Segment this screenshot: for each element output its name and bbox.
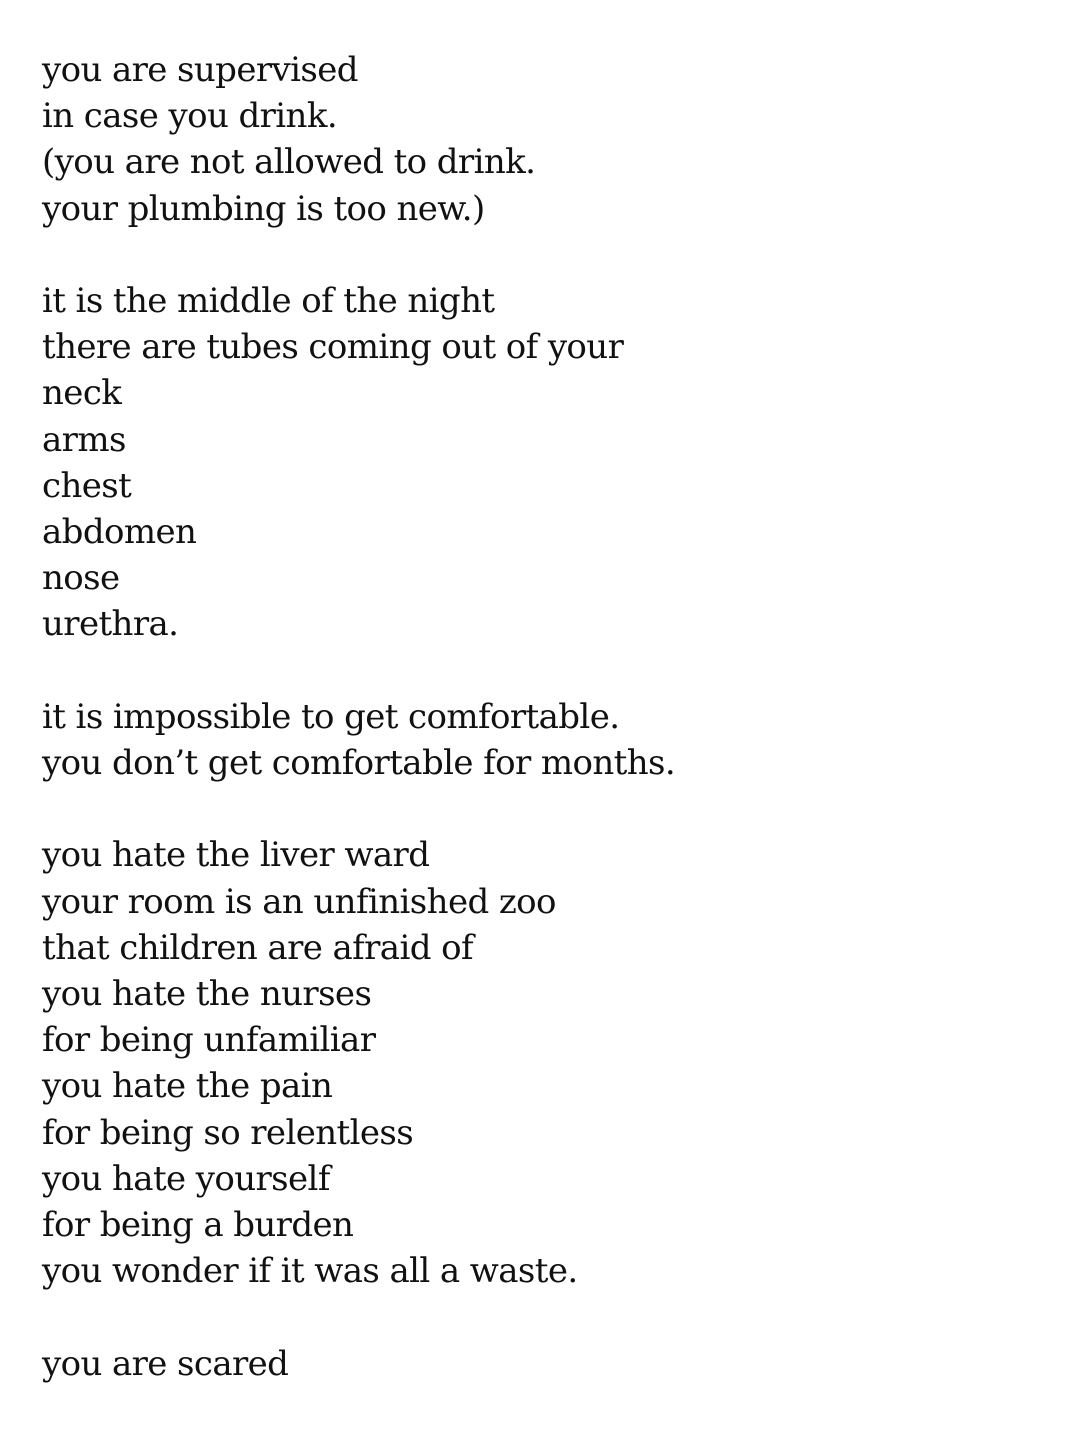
poem-line: that children are afraid of	[42, 927, 473, 968]
poem-line: you hate the nurses	[42, 974, 372, 1015]
poem-line: you hate the liver ward	[42, 835, 430, 876]
poem-line: you hate yourself	[42, 1158, 330, 1199]
poem-line: there are tubes coming out of your	[42, 327, 624, 368]
stanza-1	[42, 47, 675, 232]
poem-line: for being a burden	[42, 1205, 354, 1246]
poem-line: chest	[42, 465, 132, 506]
poem-line: it is the middle of the night	[42, 281, 495, 321]
poem-line: urethra.	[42, 604, 179, 645]
poem-line: abdomen	[42, 512, 197, 553]
poem-line: you wonder if it was all a waste.	[42, 1251, 578, 1292]
stanza-3	[42, 694, 675, 786]
stanza-5-partial	[42, 1341, 675, 1387]
stanza-4	[42, 832, 675, 1294]
poem-line: you are supervised	[42, 50, 358, 90]
poem-line: it is impossible to get comfortable.	[42, 696, 620, 737]
poem-line: for being so relentless	[42, 1112, 414, 1153]
poem-line: for being unfamiliar	[42, 1020, 376, 1061]
poem-line: (you are not allowed to drink.	[42, 142, 536, 183]
poem-line: arms	[42, 419, 126, 460]
poem-line: neck	[42, 373, 122, 414]
poem-line: nose	[42, 558, 120, 599]
poem-line: your room is an unfinished zoo	[42, 881, 556, 922]
poem-line: in case you drink.	[42, 96, 338, 137]
poem-line: your plumbing is too new.)	[42, 188, 485, 229]
stanza-2	[42, 278, 675, 648]
poem-line: you don’t get comfortable for months.	[42, 743, 676, 784]
poem-text	[42, 47, 675, 1433]
poem-line-cut-off: you are scared	[42, 1343, 289, 1384]
poem-line: you hate the pain	[42, 1066, 333, 1107]
